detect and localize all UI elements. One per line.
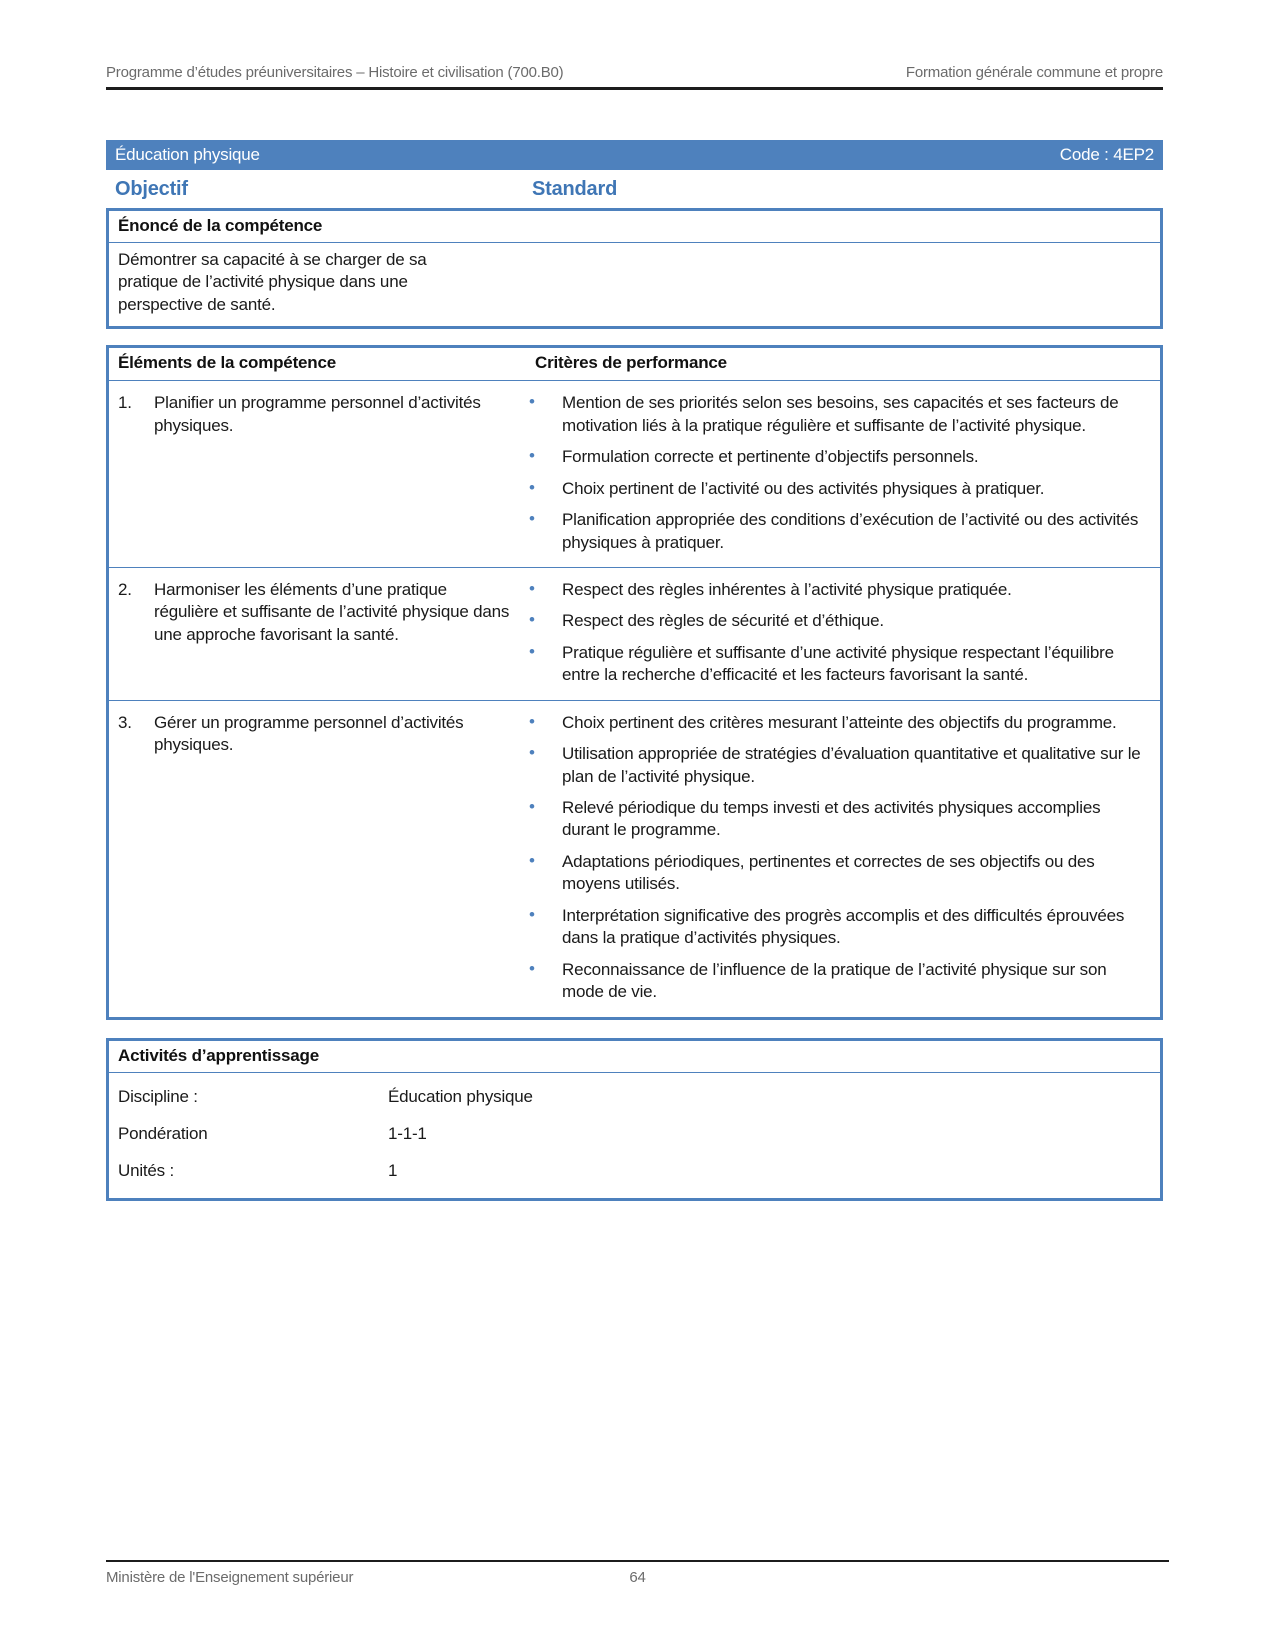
ponderation-label: Pondération — [118, 1123, 208, 1143]
competence-table-header — [109, 348, 1160, 381]
enonce-text: Démontrer sa capacité à se charger de sa pratique de l’activité physique dans une perspective de santé. — [118, 250, 427, 314]
element-number: 2. — [118, 579, 132, 599]
elements-column-header: Éléments de la compétence — [118, 353, 336, 373]
criteria-item: • Respect des règles inhérentes à l’activité physique pratiquée. — [526, 579, 1150, 601]
footer-ministry: Ministère de l'Enseignement supérieur — [106, 1569, 354, 1586]
unites-label: Unités : — [118, 1160, 175, 1180]
enonce-body — [109, 243, 1160, 326]
discipline-row — [109, 1079, 1160, 1116]
element-text: Gérer un programme personnel d’activités physiques. — [154, 712, 464, 755]
unites-value: 1 — [388, 1160, 398, 1180]
enonce-table — [106, 208, 1163, 329]
element-text: Planifier un programme personnel d’activités physiques. — [154, 393, 481, 435]
discipline-label: Discipline : — [118, 1086, 198, 1106]
element-number: 1. — [118, 393, 132, 413]
criteria-item: • Choix pertinent des critères mesurant l’atteinte des objectifs du programme. — [526, 712, 1150, 734]
criteria-item: • Respect des règles de sécurité et d’éthique. — [526, 610, 1150, 632]
activites-rows — [109, 1073, 1160, 1190]
criteres-column-header: Critères de performance — [535, 353, 727, 373]
element-cell — [109, 568, 526, 700]
page-number: 64 — [629, 1569, 646, 1586]
discipline-value: Éducation physique — [388, 1086, 533, 1106]
running-header — [106, 0, 1163, 90]
ponderation-value: 1-1-1 — [388, 1123, 427, 1143]
element-cell — [109, 381, 526, 567]
course-title: Éducation physique — [115, 145, 260, 164]
enonce-header: Énoncé de la compétence — [109, 211, 1160, 243]
criteria-item: • Planification appropriée des conditions d’exécution de l’activité ou des activités physiques à pratiquer. — [526, 509, 1150, 554]
column-headings — [106, 178, 1163, 201]
competence-row-1 — [109, 381, 1160, 567]
page-content — [106, 0, 1163, 1201]
criteria-list — [526, 568, 1160, 700]
header-section-title: Formation générale commune et propre — [905, 64, 1163, 81]
course-banner — [106, 140, 1163, 170]
activites-table — [106, 1038, 1163, 1201]
criteria-item: • Mention de ses priorités selon ses besoins, ses capacités et ses facteurs de motivation liés à la pratique régulière et suffisante de l’activité physique. — [526, 392, 1150, 437]
unites-row — [109, 1153, 1160, 1190]
criteria-item: • Reconnaissance de l’influence de la pratique de l’activité physique sur son mode de vie. — [526, 959, 1150, 1004]
criteria-item: • Formulation correcte et pertinente d’objectifs personnels. — [526, 446, 1150, 468]
competence-table — [106, 345, 1163, 1019]
course-code: Code : 4EP2 — [1059, 145, 1154, 164]
activites-header: Activités d’apprentissage — [109, 1041, 1160, 1073]
competence-row-2 — [109, 567, 1160, 700]
criteria-item: • Adaptations périodiques, pertinentes et correctes de ses objectifs ou des moyens utilisés. — [526, 851, 1150, 896]
competence-row-3 — [109, 700, 1160, 1017]
objectif-heading: Objectif — [115, 178, 188, 200]
criteria-item: • Utilisation appropriée de stratégies d’évaluation quantitative et qualitative sur le plan de l’activité physique. — [526, 743, 1150, 788]
element-text: Harmoniser les éléments d’une pratique régulière et suffisante de l’activité physique dans une approche favorisant la santé. — [154, 579, 510, 644]
criteria-list — [526, 381, 1160, 567]
standard-heading: Standard — [532, 178, 618, 200]
element-cell — [109, 701, 526, 1017]
criteria-list — [526, 701, 1160, 1017]
header-program-title: Programme d’études préuniversitaires – Histoire et civilisation (700.B0) — [106, 64, 564, 81]
running-footer — [106, 1560, 1169, 1586]
element-number: 3. — [118, 712, 132, 732]
criteria-item: • Relevé périodique du temps investi et des activités physiques accomplies durant le programme. — [526, 797, 1150, 842]
criteria-item: • Pratique régulière et suffisante d’une activité physique respectant l’équilibre entre la recherche d’efficacité et les facteurs favorisant la santé. — [526, 642, 1150, 687]
criteria-item: • Choix pertinent de l’activité ou des activités physiques à pratiquer. — [526, 478, 1150, 500]
ponderation-row — [109, 1116, 1160, 1153]
criteria-item: • Interprétation significative des progrès accomplis et des difficultés éprouvées dans la pratique d’activités physiques. — [526, 905, 1150, 950]
